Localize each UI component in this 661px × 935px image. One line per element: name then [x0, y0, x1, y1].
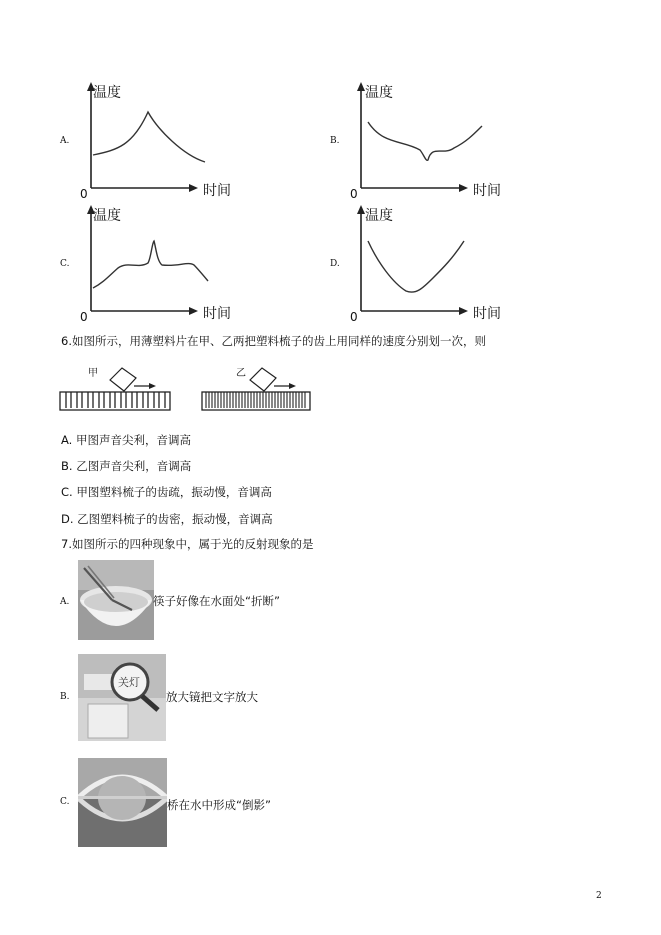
magnified-sign-text: 关灯 [118, 676, 140, 689]
q7-option-c-caption: 桥在水中形成“倒影” [167, 798, 271, 812]
graph-c-origin: 0 [80, 310, 88, 324]
graph-d-origin: 0 [350, 310, 358, 324]
graph-b-y-label: 温度 [365, 85, 393, 101]
q7-option-c-label: C. [60, 797, 70, 807]
graph-c-label: C. [60, 259, 70, 269]
graph-c-y-label: 温度 [93, 208, 121, 224]
magnifier-photo [78, 654, 166, 741]
graph-a-label: A. [60, 136, 70, 146]
q7-option-b-caption: 放大镜把文字放大 [166, 690, 258, 704]
graph-b-origin: 0 [350, 187, 358, 201]
comb-a [60, 368, 170, 410]
graph-d-label: D. [330, 259, 340, 269]
question-7-text: 7.如图所示的四种现象中，属于光的反射现象的是 [61, 537, 314, 551]
graph-d-y-label: 温度 [365, 208, 393, 224]
comb-b [202, 368, 310, 410]
graph-b-label: B. [330, 136, 340, 146]
comb-a-label: 甲 [88, 368, 98, 379]
q6-option-c[interactable]: C. 甲图塑料梳子的齿疏，振动慢，音调高 [61, 485, 272, 499]
q7-option-a-caption: 筷子好像在水面处“折断” [153, 594, 280, 608]
q6-option-d[interactable]: D. 乙图塑料梳子的齿密，振动慢，音调高 [61, 512, 273, 526]
q7-option-b-label: B. [60, 692, 70, 702]
graph-c-x-label: 时间 [203, 306, 231, 322]
graph-a-y-label: 温度 [93, 85, 121, 101]
q6-option-b[interactable]: B. 乙图声音尖利，音调高 [61, 459, 192, 473]
q6-option-a[interactable]: A. 甲图声音尖利，音调高 [61, 433, 191, 447]
page-number: 2 [596, 891, 602, 901]
graph-a-x-label: 时间 [203, 183, 231, 199]
graph-a-origin: 0 [80, 187, 88, 201]
question-6-text: 6.如图所示，用薄塑料片在甲、乙两把塑料梳子的齿上用同样的速度分别划一次，则 [61, 334, 486, 348]
chopsticks-bowl-photo [78, 560, 154, 640]
graph-d-x-label: 时间 [473, 306, 501, 322]
comb-b-label: 乙 [236, 368, 246, 379]
graph-b-x-label: 时间 [473, 183, 501, 199]
bridge-reflection-photo [78, 758, 167, 847]
q7-option-a-label: A. [60, 597, 70, 607]
